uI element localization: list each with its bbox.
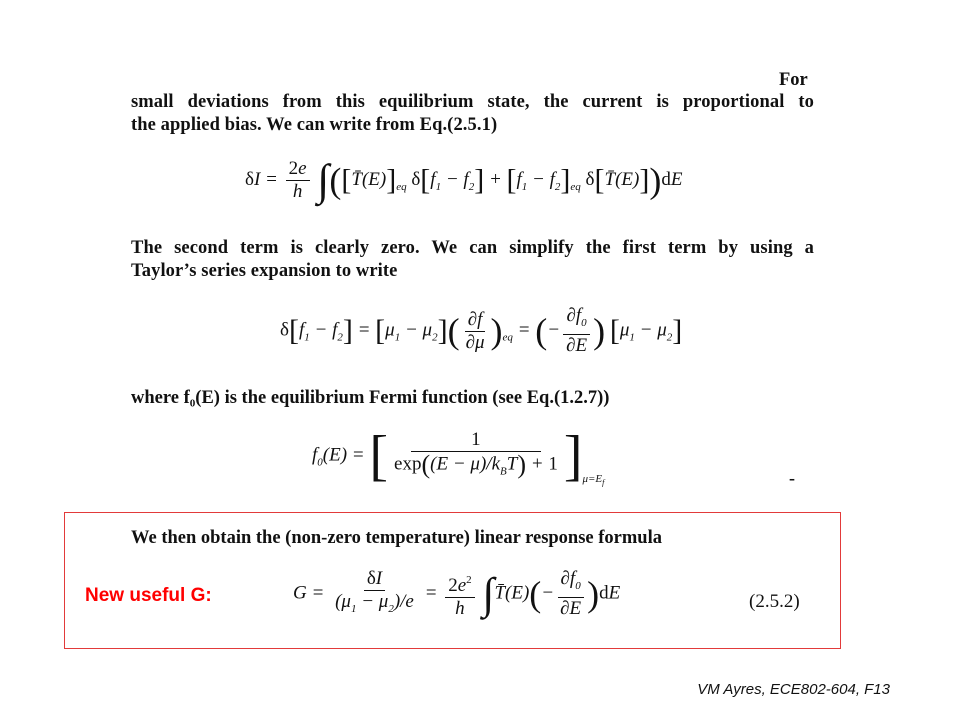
equation-1: δI = $\frac{2e}{h}$ $\int([T̄(E)]_{eq}$ $\delta[f_1 - f_2] + [f_1 - f_2]_{eq}$ δ[T̄(E)])dE: [245, 155, 683, 205]
stray-mark: -: [789, 468, 795, 488]
equation-2: $\delta[f_1 - f_2] = [\mu_1 - \mu_2]$( $\frac{\partial f}{\partial\mu}$ )$_{eq}$ = (− $\frac{\partial f_0}{\partial E}$ ) $[\mu_1 - \mu_2]$: [280, 305, 683, 356]
paragraph-3: where f₀(E) is the equilibrium Fermi function (see Eq.(1.2.7)): [131, 388, 610, 408]
para2-line1: The second term is clearly zero. We can simplify the first term by using a: [131, 238, 814, 258]
paragraph-2: [131, 238, 814, 282]
para1-for: For: [779, 70, 808, 90]
para2-line2: Taylor’s series expansion to write: [131, 261, 398, 281]
footer-credit: VM Ayres, ECE802-604, F13: [697, 681, 890, 698]
equation-number: (2.5.2): [749, 591, 800, 612]
para1-line3: the applied bias. We can write from Eq.(2.5.1): [131, 115, 498, 135]
equation-3: $f_0(E)$ = [ $\frac{1}{\exp((E - \mu)/k_BT) + 1}$ ]$_{\mu=E_f}$: [312, 425, 605, 488]
annotation-label: New useful G:: [85, 585, 212, 606]
equation-4: G = $\frac{\delta I}{(\mu_1 - \mu_2)/e}$ = $\frac{2e^2}{h}$ ∫T̄(E)(− $\frac{\partial f_0}{\partial E}$ )dE: [293, 568, 621, 619]
paragraph-4: We then obtain the (non-zero temperature) linear response formula: [131, 528, 662, 548]
paragraph-1: [131, 92, 814, 136]
para1-line2: small deviations from this equilibrium state, the current is proportional to: [131, 92, 814, 112]
